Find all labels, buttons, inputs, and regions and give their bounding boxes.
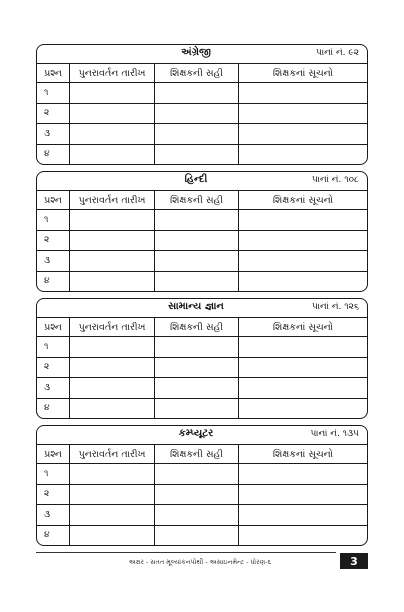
revision-date-cell[interactable] [69,83,154,103]
header-question: પ્રશ્ન [44,321,62,333]
table-row [37,525,367,546]
row-number: ૧ [44,468,49,479]
notes-cell[interactable] [238,378,367,398]
table-header-row [37,63,367,82]
section-page-ref: પાનાં નં. ૧૨૬ [312,302,359,312]
signature-cell[interactable] [154,104,238,124]
header-teacher-signature: શિક્ષકની સહી [154,445,238,463]
table-row [37,336,367,357]
signature-cell[interactable] [154,210,238,230]
row-number: ૪ [44,276,50,287]
row-number: ૩ [44,255,50,266]
header-teacher-notes: શિક્ષકનાં સૂચનો [238,64,367,82]
section-title-row [37,172,367,190]
revision-date-cell[interactable] [69,145,154,165]
signature-cell[interactable] [154,358,238,378]
table-row [37,103,367,124]
section-title-row [37,426,367,444]
row-number: ૩ [44,382,50,393]
signature-cell[interactable] [154,464,238,484]
revision-date-cell[interactable] [69,231,154,251]
notes-cell[interactable] [238,505,367,525]
row-number: ૨ [44,108,50,119]
revision-date-cell[interactable] [69,378,154,398]
notes-cell[interactable] [238,358,367,378]
table-row [37,504,367,525]
table-row [37,271,367,292]
signature-cell[interactable] [154,485,238,505]
row-number: ૨ [44,235,50,246]
notes-cell[interactable] [238,145,367,165]
signature-cell[interactable] [154,505,238,525]
notes-cell[interactable] [238,251,367,271]
notes-cell[interactable] [238,272,367,292]
header-teacher-signature: શિક્ષકની સહી [154,191,238,209]
page-number-badge: 3 [340,553,368,569]
table-header-row [37,190,367,209]
notes-cell[interactable] [238,210,367,230]
table-row [37,463,367,484]
header-question: પ્રશ્ન [44,448,62,460]
revision-date-cell[interactable] [69,104,154,124]
revision-date-cell[interactable] [69,464,154,484]
header-revision-date: પુનરાવર્તન તારીખ [69,191,154,209]
section-page-ref: પાનાં નં. ૧૩૫ [310,429,359,439]
signature-cell[interactable] [154,83,238,103]
revision-date-cell[interactable] [69,272,154,292]
notes-cell[interactable] [238,104,367,124]
header-teacher-notes: શિક્ષકનાં સૂચનો [238,191,367,209]
table-row [37,377,367,398]
signature-cell[interactable] [154,399,238,419]
header-teacher-signature: શિક્ષકની સહી [154,64,238,82]
table-header-row [37,444,367,463]
section-page-ref: પાનાં નં. ૯૨ [316,48,359,58]
header-question: પ્રશ્ન [44,194,62,206]
notes-cell[interactable] [238,485,367,505]
section-subject: સામાન્ય જ્ઞાન [168,301,224,312]
table-row [37,144,367,165]
row-number: ૪ [44,530,50,541]
revision-date-cell[interactable] [69,485,154,505]
row-number: ૪ [44,403,50,414]
header-teacher-notes: શિક્ષકનાં સૂચનો [238,445,367,463]
table-row [37,398,367,419]
revision-date-cell[interactable] [69,210,154,230]
section-computer [36,425,368,546]
table-row [37,230,367,251]
row-number: ૩ [44,128,50,139]
header-revision-date: પુનરાવર્તન તારીખ [69,64,154,82]
header-teacher-notes: શિક્ષકનાં સૂચનો [238,318,367,336]
table-header-row [37,317,367,336]
row-number: ૧ [44,214,49,225]
section-page-ref: પાનાં નં. ૧૦૮ [311,175,359,185]
section-subject: કમ્પ્યૂટર [178,428,214,439]
section-title-row [37,45,367,63]
notes-cell[interactable] [238,526,367,546]
section-hindi [36,171,368,292]
signature-cell[interactable] [154,124,238,144]
footer-divider [36,552,336,553]
header-question: પ્રશ્ન [44,67,62,79]
signature-cell[interactable] [154,378,238,398]
revision-date-cell[interactable] [69,251,154,271]
row-number: ૧ [44,341,49,352]
header-teacher-signature: શિક્ષકની સહી [154,318,238,336]
table-row [37,82,367,103]
section-general-knowledge [36,298,368,419]
table-row [37,357,367,378]
signature-cell[interactable] [154,337,238,357]
revision-date-cell[interactable] [69,399,154,419]
row-number: ૩ [44,509,50,520]
notes-cell[interactable] [238,337,367,357]
signature-cell[interactable] [154,251,238,271]
notes-cell[interactable] [238,464,367,484]
row-number: ૨ [44,362,50,373]
header-revision-date: પુનરાવર્તન તારીખ [69,318,154,336]
signature-cell[interactable] [154,145,238,165]
table-row [37,250,367,271]
signature-cell[interactable] [154,272,238,292]
revision-date-cell[interactable] [69,526,154,546]
table-row [37,484,367,505]
section-title-row [37,299,367,317]
section-subject: હિન્દી [184,174,208,185]
notes-cell[interactable] [238,83,367,103]
table-row [37,123,367,144]
row-number: ૨ [44,489,50,500]
revision-date-cell[interactable] [69,505,154,525]
footer-text: અક્ષર - સતત મૂલ્યાંકનપોથી - અસાઇનમેન્ટ - ધોરણ-૬ [128,558,272,566]
table-row [37,209,367,230]
notes-cell[interactable] [238,399,367,419]
signature-cell[interactable] [154,526,238,546]
header-revision-date: પુનરાવર્તન તારીખ [69,445,154,463]
revision-date-cell[interactable] [69,358,154,378]
row-number: ૧ [44,87,49,98]
notes-cell[interactable] [238,231,367,251]
section-english [36,44,368,165]
row-number: ૪ [44,149,50,160]
notes-cell[interactable] [238,124,367,144]
signature-cell[interactable] [154,231,238,251]
revision-date-cell[interactable] [69,337,154,357]
section-subject: અંગ્રેજી [181,47,211,58]
revision-date-cell[interactable] [69,124,154,144]
